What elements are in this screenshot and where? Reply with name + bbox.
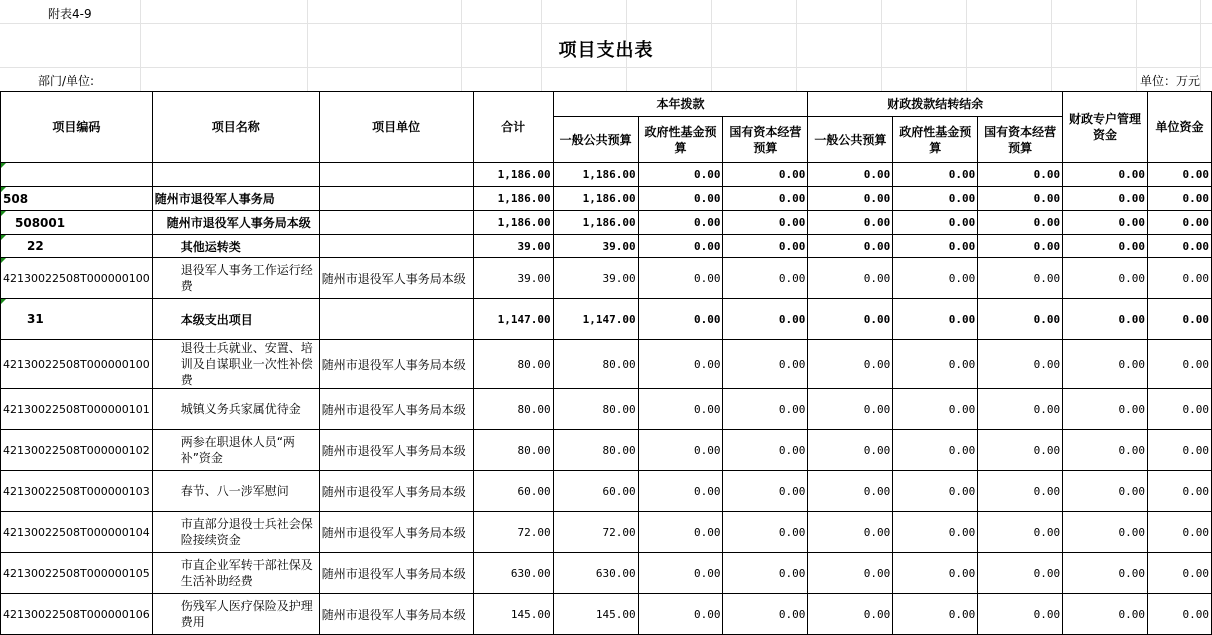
row-unit [319, 211, 473, 235]
row-name: 其他运转类 [152, 235, 319, 258]
row-unit [319, 187, 473, 211]
header-state-capital-2: 国有资本经营预算 [978, 117, 1063, 163]
row-unit: 随州市退役军人事务局本级 [319, 430, 473, 471]
row-value: 0.00 [1063, 430, 1148, 471]
row-unit: 随州市退役军人事务局本级 [319, 340, 473, 389]
row-value: 0.00 [808, 340, 893, 389]
row-name: 春节、八一涉军慰问 [152, 471, 319, 512]
row-value: 0.00 [638, 258, 723, 299]
row-value: 0.00 [978, 389, 1063, 430]
row-value: 0.00 [638, 430, 723, 471]
header-general-budget: 一般公共预算 [553, 117, 638, 163]
header-general-budget-2: 一般公共预算 [808, 117, 893, 163]
row-value: 0.00 [1148, 235, 1212, 258]
table-row [1, 187, 1212, 211]
row-code: 42130022508T000000105 [1, 553, 153, 594]
row-code [1, 163, 153, 187]
header-group-carryover: 财政拨款结转结余 [808, 92, 1063, 117]
row-value: 145.00 [553, 594, 638, 635]
row-name: 城镇义务兵家属优待金 [152, 389, 319, 430]
row-value: 0.00 [723, 471, 808, 512]
row-unit [319, 299, 473, 340]
row-value: 0.00 [1063, 594, 1148, 635]
table-row [1, 235, 1212, 258]
row-value: 0.00 [978, 299, 1063, 340]
row-value: 0.00 [808, 258, 893, 299]
row-value: 0.00 [1063, 471, 1148, 512]
row-value: 39.00 [553, 258, 638, 299]
row-value: 0.00 [1148, 340, 1212, 389]
row-value: 0.00 [808, 163, 893, 187]
table-row [1, 553, 1212, 594]
row-value: 0.00 [808, 553, 893, 594]
row-name: 市直部分退役士兵社会保险接续资金 [152, 512, 319, 553]
row-code: 42130022508T000000104 [1, 512, 153, 553]
row-code: 42130022508T000000101 [1, 389, 153, 430]
row-value: 0.00 [978, 235, 1063, 258]
table-row [1, 258, 1212, 299]
row-value: 80.00 [553, 430, 638, 471]
row-unit: 随州市退役军人事务局本级 [319, 471, 473, 512]
row-value: 0.00 [638, 340, 723, 389]
row-name: 本级支出项目 [152, 299, 319, 340]
row-value: 0.00 [723, 299, 808, 340]
table-row [1, 430, 1212, 471]
row-value: 0.00 [638, 471, 723, 512]
row-value: 0.00 [1148, 211, 1212, 235]
row-total: 80.00 [473, 389, 553, 430]
unit-label: 单位：万元 [1139, 74, 1200, 88]
header-total: 合计 [473, 92, 553, 163]
page-title: 项目支出表 [558, 40, 654, 61]
row-value: 0.00 [893, 389, 978, 430]
table-row [1, 512, 1212, 553]
row-value: 0.00 [723, 389, 808, 430]
row-value: 0.00 [1063, 299, 1148, 340]
table-row [1, 471, 1212, 512]
row-value: 0.00 [893, 187, 978, 211]
row-value: 0.00 [1148, 258, 1212, 299]
row-total: 39.00 [473, 235, 553, 258]
row-total: 145.00 [473, 594, 553, 635]
header-state-capital: 国有资本经营预算 [723, 117, 808, 163]
row-value: 0.00 [808, 471, 893, 512]
row-code: 42130022508T000000106 [1, 594, 153, 635]
row-name [152, 163, 319, 187]
row-value: 0.00 [638, 187, 723, 211]
row-value: 0.00 [1063, 211, 1148, 235]
row-unit: 随州市退役军人事务局本级 [319, 258, 473, 299]
header-name: 项目名称 [152, 92, 319, 163]
row-value: 0.00 [978, 163, 1063, 187]
row-value: 1,186.00 [553, 187, 638, 211]
row-name: 退役士兵就业、安置、培训及自谋职业一次性补偿费 [152, 340, 319, 389]
row-value: 0.00 [638, 512, 723, 553]
row-value: 0.00 [808, 299, 893, 340]
row-value: 0.00 [638, 235, 723, 258]
appendix-note: 附表4-9 [48, 7, 92, 21]
row-value: 0.00 [723, 430, 808, 471]
row-value: 0.00 [893, 594, 978, 635]
row-value: 0.00 [893, 512, 978, 553]
row-value: 0.00 [1063, 258, 1148, 299]
header-unit: 项目单位 [319, 92, 473, 163]
row-value: 0.00 [1063, 235, 1148, 258]
row-total: 80.00 [473, 340, 553, 389]
row-value: 0.00 [1063, 163, 1148, 187]
row-value: 0.00 [1148, 163, 1212, 187]
row-value: 0.00 [1148, 430, 1212, 471]
row-value: 0.00 [723, 235, 808, 258]
row-code: 508 [1, 187, 153, 211]
row-code: 508001 [1, 211, 153, 235]
row-value: 0.00 [893, 299, 978, 340]
row-name: 伤残军人医疗保险及护理费用 [152, 594, 319, 635]
dept-label: 部门/单位: [38, 74, 95, 88]
table-row [1, 340, 1212, 389]
row-name: 市直企业军转干部社保及生活补助经费 [152, 553, 319, 594]
row-total: 72.00 [473, 512, 553, 553]
row-value: 0.00 [978, 187, 1063, 211]
header-gov-fund-2: 政府性基金预算 [893, 117, 978, 163]
header-special-fund: 财政专户管理资金 [1063, 92, 1148, 163]
row-value: 0.00 [1148, 594, 1212, 635]
table-row [1, 163, 1212, 187]
table-row [1, 594, 1212, 635]
row-value: 72.00 [553, 512, 638, 553]
row-code: 42130022508T000000100 [1, 340, 153, 389]
table-row [1, 299, 1212, 340]
row-value: 0.00 [978, 258, 1063, 299]
header-own-fund: 单位资金 [1148, 92, 1212, 163]
row-value: 0.00 [1148, 512, 1212, 553]
row-total: 1,186.00 [473, 187, 553, 211]
row-name: 随州市退役军人事务局 [152, 187, 319, 211]
row-total: 80.00 [473, 430, 553, 471]
row-unit: 随州市退役军人事务局本级 [319, 594, 473, 635]
row-value: 0.00 [808, 512, 893, 553]
row-value: 0.00 [808, 235, 893, 258]
row-value: 0.00 [638, 163, 723, 187]
row-value: 0.00 [638, 553, 723, 594]
row-value: 0.00 [893, 163, 978, 187]
row-value: 0.00 [978, 430, 1063, 471]
row-value: 0.00 [893, 471, 978, 512]
row-value: 0.00 [1063, 187, 1148, 211]
row-unit [319, 235, 473, 258]
row-code: 31 [1, 299, 153, 340]
row-name: 退役军人事务工作运行经费 [152, 258, 319, 299]
row-value: 630.00 [553, 553, 638, 594]
row-value: 0.00 [1148, 389, 1212, 430]
row-total: 1,186.00 [473, 211, 553, 235]
row-unit: 随州市退役军人事务局本级 [319, 512, 473, 553]
header-gov-fund: 政府性基金预算 [638, 117, 723, 163]
expense-table [0, 91, 1212, 635]
row-value: 0.00 [723, 163, 808, 187]
row-code: 42130022508T000000102 [1, 430, 153, 471]
row-total: 1,147.00 [473, 299, 553, 340]
row-value: 0.00 [978, 211, 1063, 235]
row-value: 0.00 [808, 211, 893, 235]
row-value: 60.00 [553, 471, 638, 512]
row-value: 0.00 [1148, 299, 1212, 340]
row-value: 0.00 [638, 594, 723, 635]
row-total: 39.00 [473, 258, 553, 299]
row-value: 80.00 [553, 340, 638, 389]
row-value: 0.00 [638, 389, 723, 430]
row-code: 42130022508T000000100 [1, 258, 153, 299]
header-group-current-year: 本年拨款 [553, 92, 808, 117]
row-value: 0.00 [723, 512, 808, 553]
row-value: 80.00 [553, 389, 638, 430]
row-value: 0.00 [808, 389, 893, 430]
row-value: 0.00 [978, 553, 1063, 594]
row-value: 0.00 [1148, 553, 1212, 594]
row-value: 0.00 [808, 187, 893, 211]
row-code: 42130022508T000000103 [1, 471, 153, 512]
row-value: 0.00 [893, 340, 978, 389]
row-value: 0.00 [893, 258, 978, 299]
row-value: 0.00 [808, 594, 893, 635]
row-value: 1,186.00 [553, 211, 638, 235]
row-unit: 随州市退役军人事务局本级 [319, 389, 473, 430]
row-value: 0.00 [723, 594, 808, 635]
row-value: 0.00 [638, 211, 723, 235]
row-value: 0.00 [893, 235, 978, 258]
header-code: 项目编码 [1, 92, 153, 163]
row-value: 0.00 [1063, 512, 1148, 553]
row-value: 0.00 [638, 299, 723, 340]
row-code: 22 [1, 235, 153, 258]
row-value: 39.00 [553, 235, 638, 258]
row-value: 0.00 [723, 553, 808, 594]
table-row [1, 211, 1212, 235]
row-total: 60.00 [473, 471, 553, 512]
row-value: 1,186.00 [553, 163, 638, 187]
row-value: 0.00 [1063, 340, 1148, 389]
row-value: 0.00 [893, 430, 978, 471]
row-unit [319, 163, 473, 187]
row-total: 1,186.00 [473, 163, 553, 187]
row-value: 0.00 [723, 211, 808, 235]
row-value: 0.00 [893, 211, 978, 235]
table-row [1, 389, 1212, 430]
row-value: 0.00 [1063, 389, 1148, 430]
row-value: 0.00 [723, 258, 808, 299]
row-value: 0.00 [978, 340, 1063, 389]
row-value: 0.00 [808, 430, 893, 471]
row-value: 1,147.00 [553, 299, 638, 340]
row-value: 0.00 [1063, 553, 1148, 594]
row-unit: 随州市退役军人事务局本级 [319, 553, 473, 594]
row-value: 0.00 [978, 594, 1063, 635]
row-name: 两参在职退休人员“两补”资金 [152, 430, 319, 471]
row-total: 630.00 [473, 553, 553, 594]
row-value: 0.00 [893, 553, 978, 594]
row-value: 0.00 [978, 512, 1063, 553]
row-value: 0.00 [978, 471, 1063, 512]
row-value: 0.00 [1148, 187, 1212, 211]
row-value: 0.00 [723, 340, 808, 389]
row-value: 0.00 [723, 187, 808, 211]
row-name: 随州市退役军人事务局本级 [152, 211, 319, 235]
row-value: 0.00 [1148, 471, 1212, 512]
